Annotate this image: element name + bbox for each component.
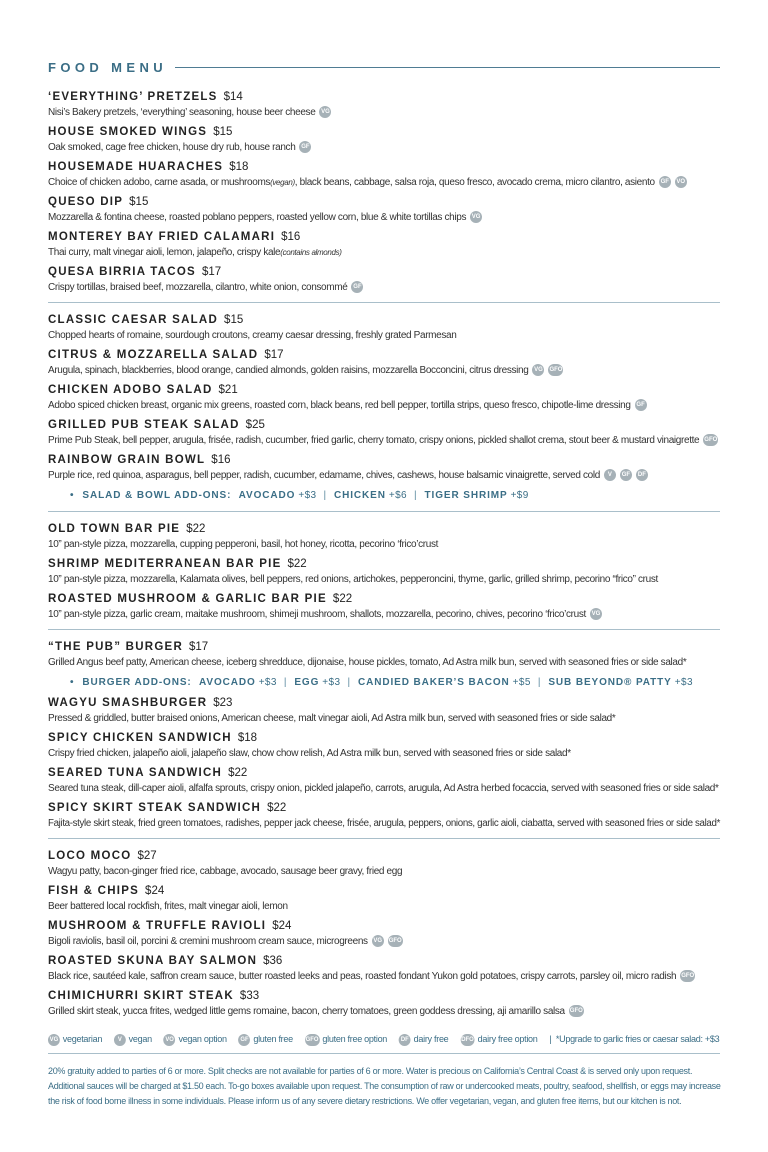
add-on-price: +$3 [258,677,277,688]
add-on-name: CHICKEN [334,490,386,501]
diet-badge-vo: VO [675,176,687,188]
section-divider [48,838,720,839]
menu-item-description [48,969,720,984]
menu-item-header [48,90,720,105]
menu-item-header [48,265,720,280]
diet-badge-gf: GF [635,399,647,411]
diet-badge-gf: GF [620,469,632,481]
menu-item-description [48,572,720,587]
add-on-name: AVOCADO [238,490,296,501]
menu-item-price: $18 [229,161,249,173]
menu-item-description [48,816,721,831]
menu-item-name: SPICY SKIRT STEAK SANDWICH [48,802,262,814]
menu-item-description [48,140,720,155]
menu-item [48,766,720,796]
separator: | [549,1034,556,1044]
description-text: Black rice, sautéed kale, saffron cream sauce, butter roasted leeks and peas, roasted fondant Yukon gold potatoes, crispy carrots, parsley oil, micro radish [48,971,677,982]
menu-item-name: ROASTED SKUNA BAY SALMON [48,955,258,967]
legend-entry [460,1034,537,1044]
diet-badge-vg: VG [532,364,544,376]
bullet-icon: • [70,490,75,501]
add-on-price: +$9 [510,490,529,501]
legend-entry [239,1034,293,1044]
menu-item-name: WAGYU SMASHBURGER [48,697,208,709]
menu-item-header [48,884,720,899]
diet-badge-vg: VG [590,608,602,620]
description-text: Purple rice, red quinoa, asparagus, bell pepper, radish, cucumber, edamame, chives, cashews, house balsamic vinaigrette, served cold [48,470,600,481]
menu-item [48,160,720,190]
menu-item-header [48,989,720,1004]
menu-item [48,731,720,761]
menu-item-header [48,592,720,607]
description-text: Grilled Angus beef patty, American cheese, iceberg shredduce, dijonaise, house pickles, tomato, Ad Astra milk bun, served with seasoned fries or side salad* [48,657,687,668]
spacer [192,677,199,688]
menu-item-price: $22 [267,802,287,814]
menu-item-price: $17 [264,349,284,361]
diet-badge-gf: GF [299,141,311,153]
diet-badge-gfo: GFO [680,970,695,982]
menu-item-price: $17 [189,641,209,653]
menu-item-description [48,175,720,190]
menu-item-price: $15 [129,196,149,208]
menu-item-price: $18 [237,732,258,744]
add-on-name: CANDIED BAKER’S BACON [357,677,510,688]
legend-entry [48,1034,102,1044]
legend-label: gluten free [253,1034,293,1044]
menu-item-header [48,160,720,175]
menu-item-header [48,954,720,969]
menu-item-description [48,607,720,622]
legend-entry [114,1034,152,1044]
menu-item [48,919,720,949]
menu-section [48,848,720,1019]
legend-divider [48,1053,720,1054]
menu-section [48,89,720,295]
menu-item-name: MONTEREY BAY FRIED CALAMARI [48,231,276,243]
menu-item-header [48,453,720,468]
menu-item-description [48,468,720,483]
legend-label: dairy free [413,1034,449,1044]
separator: | [323,490,327,501]
menu-item-name: QUESA BIRRIA TACOS [48,266,196,278]
footer-line: 20% gratuity added to parties of 6 or more. Split checks are not available for parties of 6 or more. Water is precious on California’s Central Coast & is served only upon request. [48,1066,693,1076]
description-text-continued: , black beans, cabbage, salsa roja, queso fresco, avocado crema, micro cilantro, asiento [294,177,655,188]
menu-item-description [48,398,720,413]
diet-badge-df: DF [399,1034,411,1046]
diet-badge-gfo: GFO [569,1005,584,1017]
menu-item-header [48,195,720,210]
menu-item-price: $14 [223,91,243,103]
menu-item-header [48,766,720,781]
menu-item-name: GRILLED PUB STEAK SALAD [48,419,240,431]
menu-item-name: SEARED TUNA SANDWICH [48,767,223,779]
diet-badge-gf: GF [659,176,671,188]
menu-item-price: $15 [213,126,233,138]
menu-section [48,312,720,504]
menu-item-price: $24 [272,920,292,932]
menu-item-price: $16 [281,231,301,243]
menu-item [48,348,720,378]
menu-item-header [48,418,720,433]
separator: | [283,677,288,688]
description-text: 10” pan-style pizza, mozzarella, Kalamata olives, bell peppers, red onions, artichokes, pepperoncini, thyme, garlic, grilled shrimp, pecorino “frico” crust [48,574,658,585]
menu-item-price: $15 [224,314,244,326]
description-text: 10” pan-style pizza, garlic cream, maitake mushroom, shimeji mushroom, shallots, mozzarella, pecorino, chives, pecorino ‘frico’crust [48,609,586,620]
diet-badge-gfo: GFO [305,1034,320,1046]
legend-label: vegan option [178,1034,227,1044]
description-text: Crispy fried chicken, jalapeño aioli, jalapeño slaw, chow chow relish, Ad Astra milk bun, served with seasoned fries or side salad* [48,748,571,759]
menu-item-header [48,348,720,363]
menu-item [48,453,720,483]
add-on-name: TIGER SHRIMP [424,490,508,501]
spacer [231,490,238,501]
legend-entry [305,1034,387,1044]
footer-line: the risk of food borne illness in some individuals. Please inform us of any severe dietary restrictions. We offer vegetarian, vegan, and gluten free items, but our kitchen is not. [48,1096,682,1106]
menu-item-description [48,280,720,295]
menu-item-description [48,899,720,914]
description-text: Seared tuna steak, dill-caper aioli, alfalfa sprouts, crispy onion, pickled jalapeño, carrots, arugula, Ad Astra herbed focaccia, served with seasoned fries or side salad* [48,783,719,794]
description-text: Beer battered local rockfish, frites, malt vinegar aioli, lemon [48,901,288,912]
section-divider [48,302,720,303]
description-note: (contains almonds) [280,248,342,257]
legend-entry [164,1034,227,1044]
separator: | [537,677,542,688]
menu-item-name: FISH & CHIPS [48,885,140,897]
separator: | [347,677,351,688]
menu-item-name: LOCO MOCO [48,850,132,862]
diet-badge-vg: VG [470,211,482,223]
menu-item-price: $22 [287,558,307,570]
menu-item [48,383,720,413]
menu-item-header [48,919,720,934]
menu-item-price: $22 [228,767,248,779]
menu-item-header [48,125,720,140]
menu-item [48,592,720,622]
menu-item-name: CLASSIC CAESAR SALAD [48,314,219,326]
diet-badge-v: V [114,1034,126,1046]
menu-item-description [48,1004,720,1019]
menu-item-name: “THE PUB” BURGER [48,641,184,653]
separator: | [414,490,418,501]
add-on-name: AVOCADO [199,677,256,688]
description-text: Prime Pub Steak, bell pepper, arugula, frisée, radish, cucumber, fried garlic, cherry tomato, crispy onions, pickled shallot crema, stout beer & mustard vinaigrette [48,435,700,446]
menu-item [48,90,720,120]
diet-badge-df: DF [636,469,648,481]
menu-item-price: $23 [213,697,233,709]
menu-section [48,639,720,831]
menu-body [48,89,720,1019]
diet-badge-gfo: GFO [703,434,718,446]
menu-item [48,989,720,1019]
menu-item-description [48,363,720,378]
diet-badge-vg: VG [372,935,384,947]
diet-badge-dfo: DFO [460,1034,474,1046]
description-text: Pressed & griddled, butter braised onions, American cheese, malt vinegar aioli, Ad Astra milk bun, served with seasoned fries or side salad* [48,713,616,724]
add-on-price: +$3 [298,490,317,501]
add-on-price: +$3 [322,677,341,688]
menu-item-name: CITRUS & MOZZARELLA SALAD [48,349,259,361]
menu-item-name: OLD TOWN BAR PIE [48,523,181,535]
menu-item [48,125,720,155]
legend-entry [399,1034,449,1044]
menu-item [48,313,720,343]
menu-item-header [48,383,720,398]
menu-item-description [48,711,720,726]
menu-item [48,418,720,448]
diet-badge-gf: GF [351,281,363,293]
menu-item-name: RAINBOW GRAIN BOWL [48,454,206,466]
description-text: Thai curry, malt vinegar aioli, lemon, jalapeño, crispy kale [48,247,281,258]
menu-item-name: CHIMICHURRI SKIRT STEAK [48,990,234,1002]
description-text: Grilled skirt steak, yucca frites, wedged little gems romaine, bacon, cherry tomatoes, green goddess dressing, aji amarillo salsa [48,1006,565,1017]
diet-badge-gfo: GFO [548,364,563,376]
menu-item-name: HOUSEMADE HUARACHES [48,161,224,173]
menu-item-name: MUSHROOM & TRUFFLE RAVIOLI [48,920,267,932]
menu-item-description [48,864,720,879]
page-title: FOOD MENU [48,59,168,75]
header-rule [175,67,720,68]
description-text: Adobo spiced chicken breast, organic mix greens, roasted corn, black beans, red bell pepper, tortilla strips, queso fresco, chipotle-lime dressing [48,400,631,411]
description-text: Chopped hearts of romaine, sourdough croutons, creamy caesar dressing, freshly grated Parmesan [48,330,457,341]
diet-badge-vg: VG [319,106,331,118]
menu-item [48,557,720,587]
diet-badge-vg: VG [48,1034,60,1046]
description-text: Mozzarella & fontina cheese, roasted poblano peppers, roasted yellow corn, blue & white tortillas chips [48,212,467,223]
menu-item-price: $22 [332,593,353,605]
legend-label: gluten free option [322,1034,388,1044]
menu-item-header [48,313,720,328]
menu-item-description [48,746,720,761]
add-on-price: +$6 [388,490,408,501]
menu-item-description [48,105,720,120]
menu-item-header [48,849,720,864]
description-text: Bigoli raviolis, basil oil, porcini & cremini mushroom cream sauce, microgreens [48,936,368,947]
menu-item-price: $21 [218,384,238,396]
menu-item-description [48,781,720,796]
menu-section [48,521,720,622]
menu-item-description [48,328,720,343]
menu-item [48,640,720,670]
diet-badge-gf: GF [239,1034,251,1046]
diet-badge-v: V [604,469,616,481]
upgrade-note: *Upgrade to garlic fries or caesar salad: +$3 [555,1034,720,1044]
description-text: Choice of chicken adobo, carne asada, or mushrooms [48,177,271,188]
menu-item-price: $25 [245,419,265,431]
add-on-name: SUB BEYOND® PATTY [548,677,672,688]
description-text: Nisi’s Bakery pretzels, ‘everything’ seasoning, house beer cheese [48,107,316,118]
footer-notice [48,1064,720,1109]
menu-item-price: $36 [263,955,283,967]
description-text: Wagyu patty, bacon-ginger fried rice, cabbage, avocado, sausage beer gravy, fried egg [48,866,403,877]
menu-item-header [48,731,720,746]
add-ons-row [70,488,720,504]
diet-badge-vo: VO [164,1034,176,1046]
description-text: Oak smoked, cage free chicken, house dry rub, house ranch [48,142,296,153]
menu-item-price: $33 [239,990,260,1002]
add-ons-label: SALAD & BOWL ADD-ONS: [82,490,232,501]
menu-item-name: SHRIMP MEDITERRANEAN BAR PIE [48,558,282,570]
add-on-price: +$3 [674,677,693,688]
menu-item-header [48,557,720,572]
add-on-name: EGG [294,677,320,688]
menu-item [48,801,720,831]
menu-item-header [48,640,720,655]
menu-header [48,58,720,76]
add-on-price: +$5 [512,677,531,688]
description-note: (vegan) [270,178,295,187]
legend-label: vegetarian [62,1034,103,1044]
legend-label: vegan [128,1034,152,1044]
menu-item-description [48,210,720,225]
menu-item [48,884,720,914]
menu-item-description [48,934,720,949]
menu-item-name: HOUSE SMOKED WINGS [48,126,208,138]
menu-item [48,230,720,260]
menu-item-description [48,655,720,670]
menu-item-price: $16 [211,454,231,466]
menu-item-header [48,522,720,537]
menu-item-name: ‘EVERYTHING’ PRETZELS [48,91,218,103]
section-divider [48,629,720,630]
menu-item [48,265,720,295]
menu-item-name: CHICKEN ADOBO SALAD [48,384,213,396]
diet-badge-gfo: GFO [388,935,403,947]
menu-item [48,849,720,879]
menu-item-name: QUESO DIP [48,196,124,208]
description-text: Arugula, spinach, blackberries, blood orange, candied almonds, golden raisins, mozzarella Bocconcini, citrus dressing [48,365,529,376]
menu-item-price: $27 [137,850,157,862]
menu-item-name: SPICY CHICKEN SANDWICH [48,732,232,744]
menu-item [48,195,720,225]
footer-line: Additional sauces will be charged at $1.50 each. To-go boxes available upon request. The consumption of raw or undercooked meats, poultry, seafood, shellfish, or eggs may increase [48,1081,721,1091]
add-ons-label: BURGER ADD-ONS: [82,677,192,688]
legend-label: dairy free option [477,1034,538,1044]
dietary-legend [48,1031,720,1047]
menu-item-description [48,433,720,448]
menu-item-price: $17 [201,266,222,278]
add-ons-row [70,675,720,691]
description-text: Fajita-style skirt steak, fried green tomatoes, radishes, pepper jack cheese, frisée, arugula, peppers, onions, garlic aioli, ciabatta, served with seasoned fries or side salad* [48,818,721,829]
description-text: 10” pan-style pizza, mozzarella, cupping pepperoni, basil, hot honey, ricotta, pecorino ‘frico’crust [48,539,439,550]
menu-item-header [48,696,720,711]
menu-item-header [48,230,720,245]
menu-item [48,954,720,984]
menu-item [48,696,720,726]
menu-item-price: $24 [145,885,165,897]
menu-item-description [48,245,720,260]
menu-item-name: ROASTED MUSHROOM & GARLIC BAR PIE [48,593,327,605]
bullet-icon: • [70,677,75,688]
menu-item-description [48,537,720,552]
menu-item-price: $22 [186,523,206,535]
menu-item [48,522,720,552]
description-text: Crispy tortillas, braised beef, mozzarella, cilantro, white onion, consommé [48,282,348,293]
menu-item-header [48,801,720,816]
section-divider [48,511,720,512]
